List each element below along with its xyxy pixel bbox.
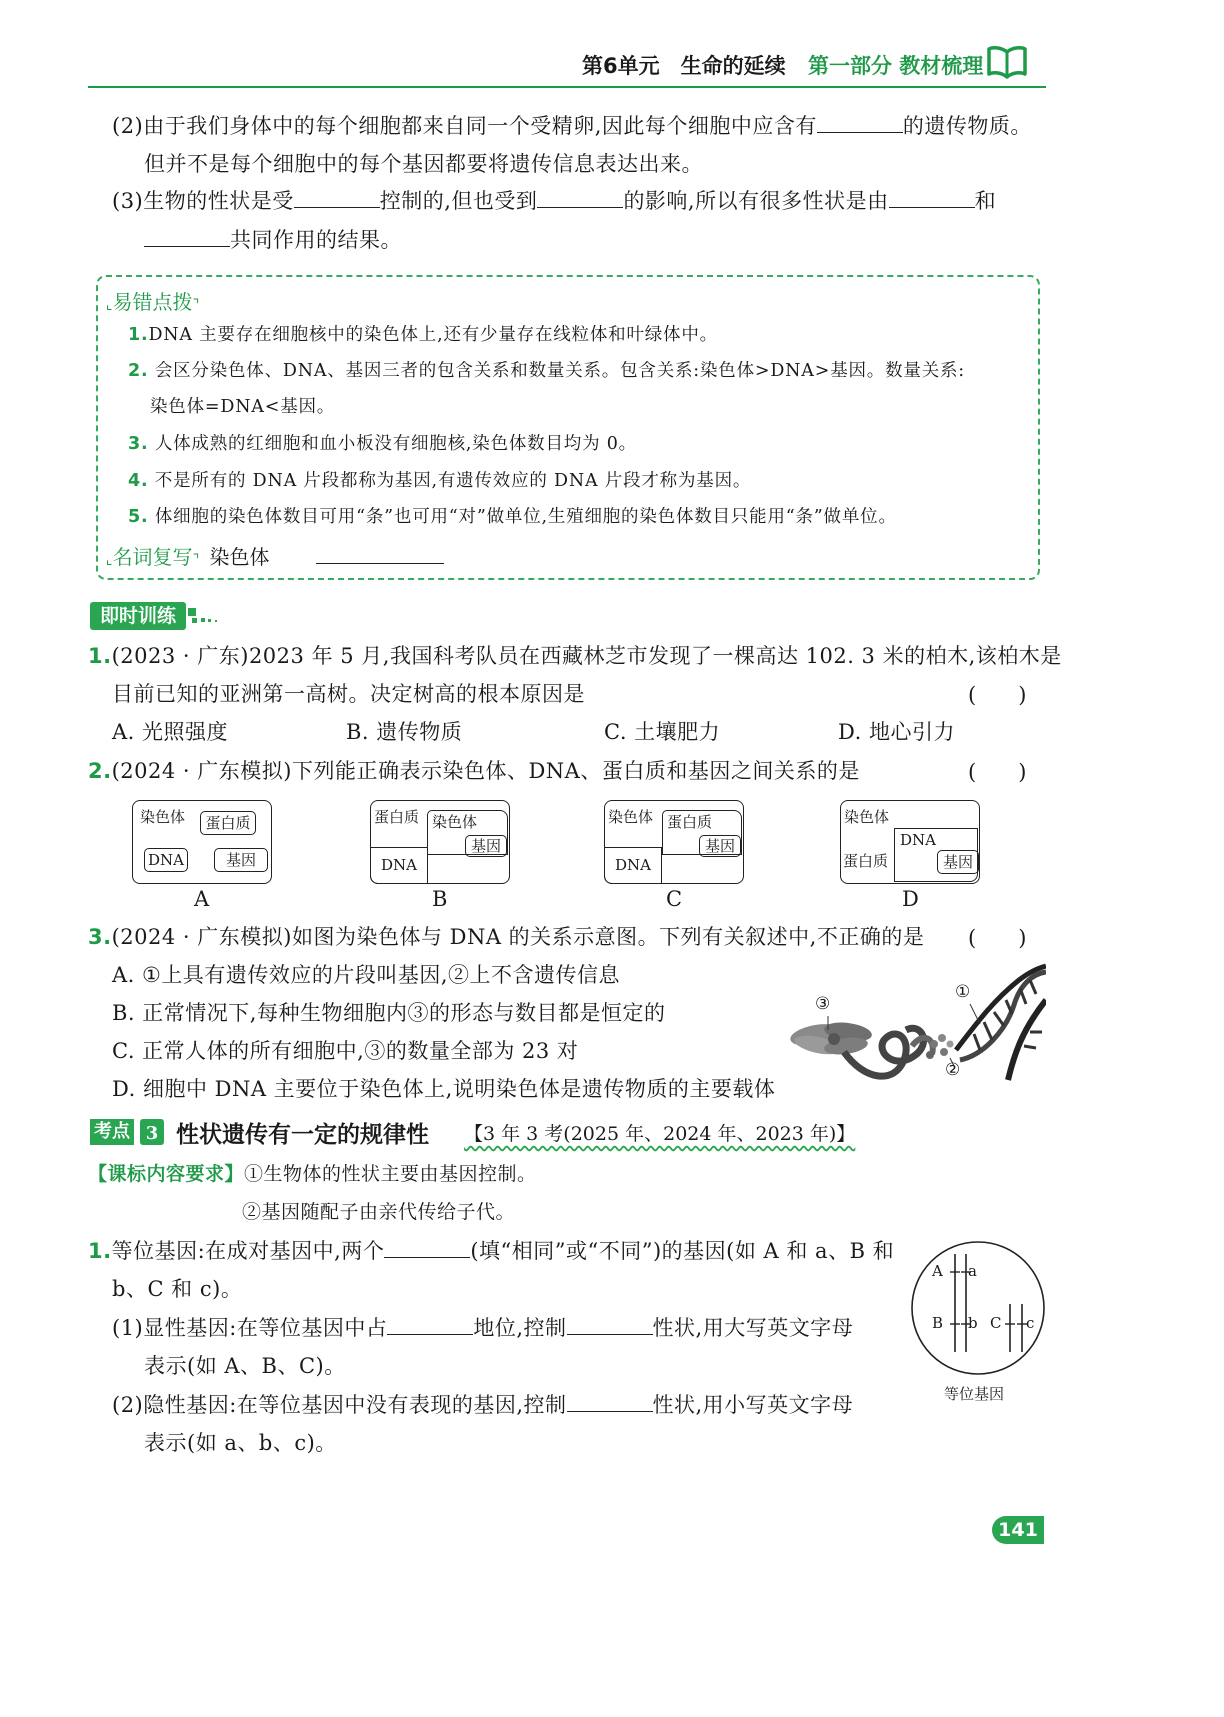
tip-item-2: 2. 会区分染色体、DNA、基因三者的包含关系和数量关系。包含关系:染色体>DNA>基因。数量关系: (128, 361, 965, 381)
diagram-d-dna: DNA (894, 828, 978, 882)
header-rule (88, 86, 1046, 88)
tip-item-4: 4. 不是所有的 DNA 片段都称为基因,有遗传效应的 DNA 片段才称为基因。 (128, 471, 752, 491)
diagram-b-dna: DNA (370, 847, 428, 884)
diagram-d-label: D (902, 887, 920, 911)
q3-line1: (3)生物的性状是受 控制的,但也受到 的影响,所以有很多性状是由 和 (112, 189, 997, 213)
allele-line1: 1.等位基因:在成对基因中,两个 (填“相同”或“不同”)的基因(如 A 和 a、B 和 (88, 1239, 895, 1263)
diagram-d-gene: 基因 (937, 850, 979, 874)
diagram-b-gene: 基因 (465, 835, 507, 857)
answer-paren[interactable]: ( ) (968, 760, 1027, 784)
diagram-c-protein: 蛋白质 (662, 810, 742, 855)
diagram-a-protein: 蛋白质 (200, 811, 256, 835)
recessive-line2: 表示(如 a、b、c)。 (144, 1431, 337, 1455)
section-number: 3 (140, 1119, 164, 1145)
p3-option-a[interactable]: A. ①上具有遗传效应的片段叫基因,②上不含遗传信息 (112, 963, 621, 987)
diagram-c-chromosome: 染色体 (608, 808, 654, 826)
allele-line2: b、C 和 c)。 (112, 1277, 243, 1301)
p1-option-a[interactable]: A. 光照强度 (112, 720, 229, 744)
q3-line2: 共同作用的结果。 (144, 225, 402, 255)
diagram-a-chromosome: 染色体 (140, 808, 186, 826)
tip-item-3: 3. 人体成熟的红细胞和血小板没有细胞核,染色体数目均为 0。 (128, 434, 637, 454)
allele-figure (910, 1240, 1050, 1380)
term-review: ⌞名词复写⌝ 染色体 (106, 541, 444, 570)
diagram-d-chromosome: 染色体 (844, 808, 890, 826)
blank[interactable] (567, 1391, 653, 1412)
p1-option-c[interactable]: C. 土壤肥力 (604, 720, 721, 744)
practice-title: 即时训练 (90, 602, 186, 630)
allele-letter-b: b (968, 1314, 978, 1332)
section-title: 性状遗传有一定的规律性 (176, 1122, 429, 1148)
fig-label-2: ② (945, 1060, 961, 1080)
blank[interactable] (384, 1237, 470, 1258)
diagram-c-label: C (666, 887, 683, 911)
p1-option-b[interactable]: B. 遗传物质 (346, 720, 463, 744)
allele-letter-a: a (968, 1262, 977, 1280)
diagram-a-gene: 基因 (214, 848, 268, 872)
dominant-line2: 表示(如 A、B、C)。 (144, 1354, 346, 1378)
allele-letter-C: C (990, 1314, 1002, 1332)
fig-label-1: ① (955, 982, 971, 1002)
p1-line1: 1.(2023 · 广东)2023 年 5 月,我国科考队员在西藏林芝市发现了一棵高达 102. 3 米的柏木,该柏木是 (88, 644, 1062, 668)
fig-label-3: ③ (815, 994, 831, 1014)
p1-line2: 目前已知的亚洲第一高树。决定树高的根本原因是 (112, 682, 585, 706)
term-blank[interactable] (316, 543, 444, 564)
curriculum-req-2: ②基因随配子由亲代传给子代。 (242, 1201, 516, 1223)
p2-stem: 2.(2024 · 广东模拟)下列能正确表示染色体、DNA、蛋白质和基因之间关系的是 (88, 759, 860, 783)
diagram-d-protein: 蛋白质 (843, 852, 889, 870)
q2-line1: (2)由于我们身体中的每个细胞都来自同一个受精卵,因此每个细胞中应含有 的遗传物质。 (112, 114, 1032, 138)
blank[interactable] (387, 1314, 473, 1335)
book-icon (986, 44, 1028, 80)
q2-line2: 但并不是每个细胞中的每个基因都要将遗传信息表达出来。 (144, 152, 703, 176)
p3-option-d[interactable]: D. 细胞中 DNA 主要位于染色体上,说明染色体是遗传物质的主要载体 (112, 1077, 776, 1101)
diagram-c-dna: DNA (604, 847, 662, 884)
blank (144, 226, 230, 247)
blank (294, 187, 380, 208)
diagram-b-chromosome: 染色体 (427, 810, 508, 855)
unit-title: 第6单元 生命的延续 (582, 54, 786, 78)
blank (817, 112, 903, 133)
answer-paren[interactable]: ( ) (968, 926, 1027, 950)
tip-item-2-cont: 染色体=DNA<基因。 (150, 397, 336, 417)
page-number: 141 (992, 1516, 1044, 1544)
blank (537, 187, 623, 208)
dominant-line1: (1)显性基因:在等位基因中占 地位,控制 性状,用大写英文字母 (112, 1316, 854, 1340)
allele-figure-caption: 等位基因 (944, 1385, 1005, 1403)
tip-item-1: 1.DNA 主要存在细胞核中的染色体上,还有少量存在线粒体和叶绿体中。 (128, 325, 718, 345)
allele-letter-A: A (932, 1262, 943, 1280)
p1-option-d[interactable]: D. 地心引力 (838, 720, 955, 744)
answer-paren[interactable]: ( ) (968, 683, 1027, 707)
diagram-b-protein: 蛋白质 (374, 808, 420, 826)
diagram-a-label: A (194, 887, 210, 911)
chromosome-dna-figure (784, 960, 1046, 1092)
p3-option-c[interactable]: C. 正常人体的所有细胞中,③的数量全部为 23 对 (112, 1039, 579, 1063)
diagram-b-label: B (432, 887, 448, 911)
p3-stem: 3.(2024 · 广东模拟)如图为染色体与 DNA 的关系示意图。下列有关叙述中,不正确的是 (88, 925, 925, 949)
diagram-c-gene: 基因 (699, 835, 741, 857)
deco-dots-icon (188, 606, 222, 628)
blank[interactable] (567, 1314, 653, 1335)
tips-title: ⌞易错点拨⌝ (106, 290, 200, 314)
p3-option-b[interactable]: B. 正常情况下,每种生物细胞内③的形态与数目都是恒定的 (112, 1001, 666, 1025)
section-tag: 考点 (90, 1119, 134, 1145)
allele-letter-c: c (1026, 1314, 1035, 1332)
recessive-line1: (2)隐性基因:在等位基因中没有表现的基因,控制 性状,用小写英文字母 (112, 1393, 854, 1417)
diagram-a-dna: DNA (144, 848, 188, 872)
blank (889, 187, 975, 208)
allele-letter-B: B (932, 1314, 944, 1332)
part-title: 第一部分 教材梳理 (808, 54, 984, 78)
curriculum-req-1: 【课标内容要求】①生物体的性状主要由基因控制。 (88, 1163, 537, 1185)
tip-item-5: 5. 体细胞的染色体数目可用“条”也可用“对”做单位,生殖细胞的染色体数目只能用“条”做单位。 (128, 507, 897, 527)
section-meta: 【3 年 3 考(2025 年、2024 年、2023 年)】 (464, 1123, 856, 1145)
